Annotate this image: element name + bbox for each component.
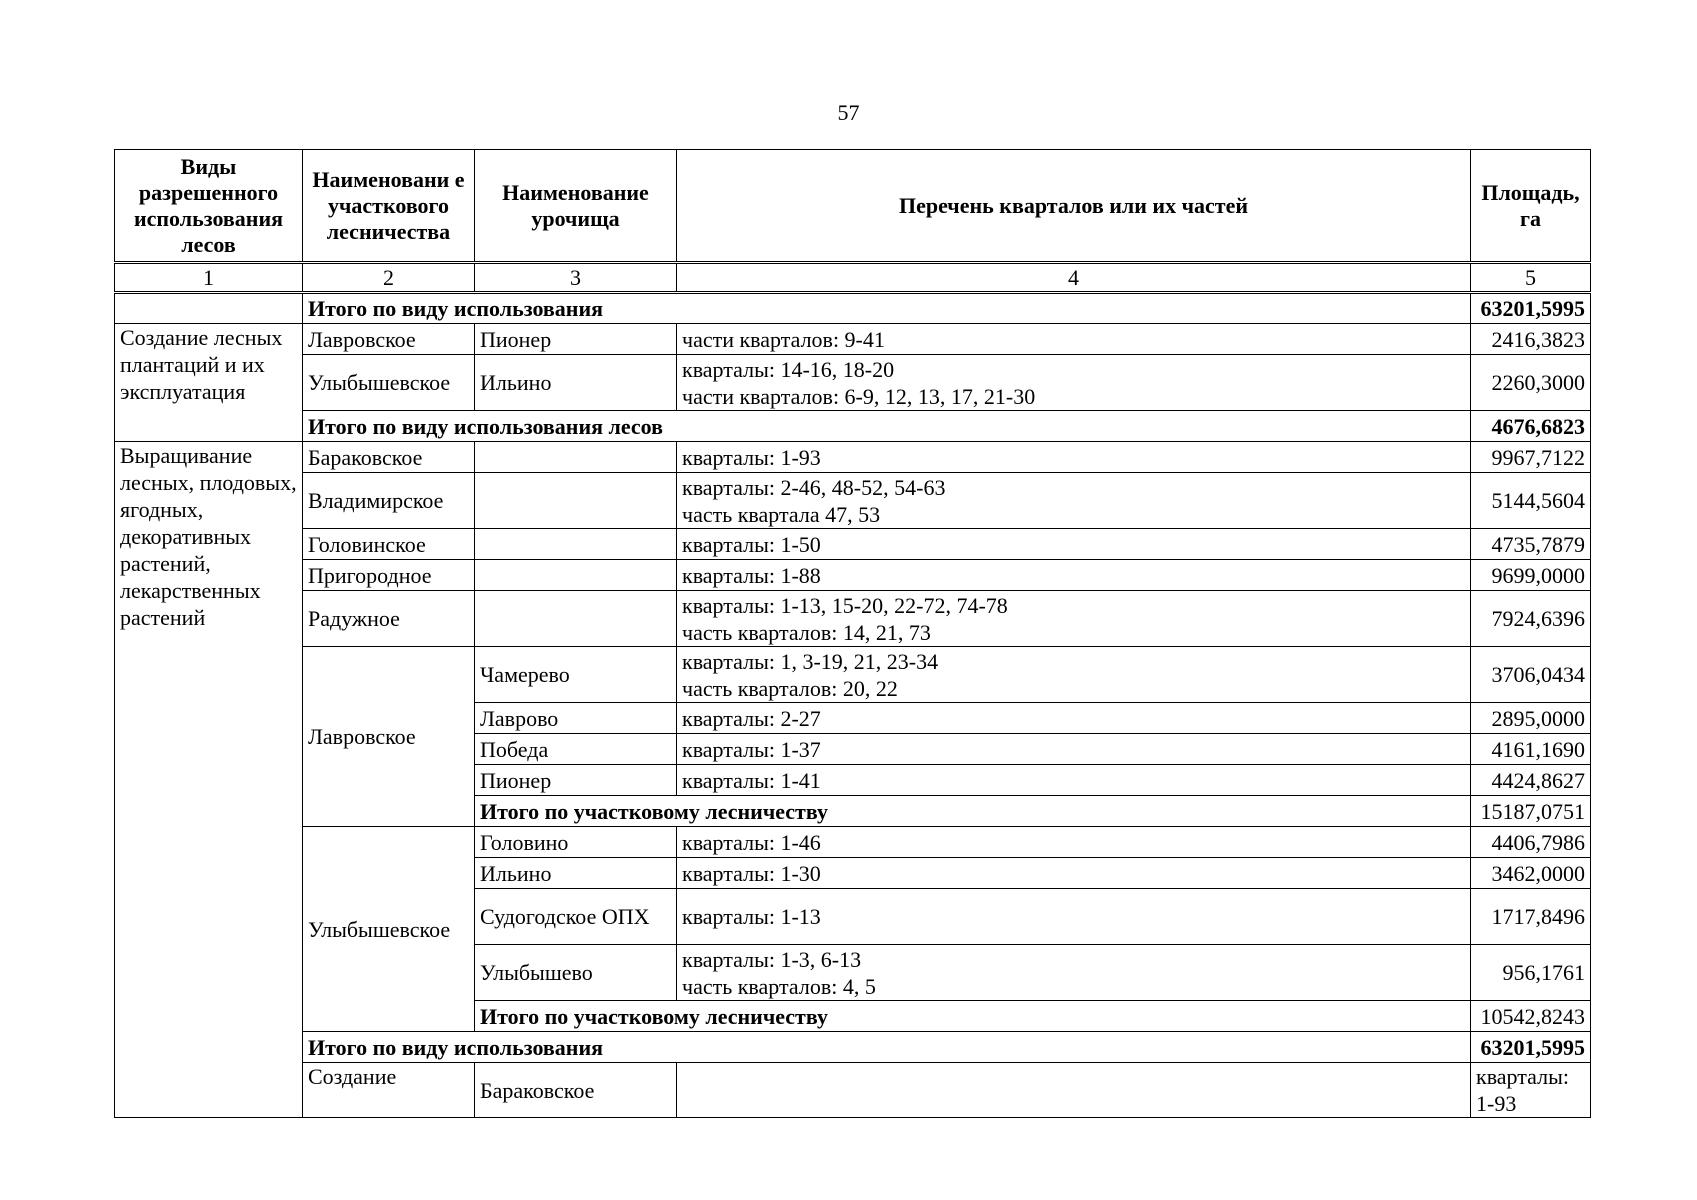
tract-cell xyxy=(475,442,677,473)
tract-cell: Лаврово xyxy=(475,703,677,734)
tract-cell xyxy=(475,473,677,529)
area-cell: 4406,7986 xyxy=(1471,827,1591,858)
table-row xyxy=(115,1063,1591,1118)
area-cell: 4735,7879 xyxy=(1471,529,1591,560)
use-type-cell: Создание xyxy=(303,1063,475,1118)
table-row xyxy=(115,473,1591,529)
header-tract: Наименование урочища xyxy=(475,150,677,263)
forestry-cell: Пригородное xyxy=(303,560,475,591)
area-cell: 1717,8496 xyxy=(1471,889,1591,945)
col-number: 3 xyxy=(475,263,677,293)
area-cell: 2416,3823 xyxy=(1471,324,1591,355)
forestry-cell: Улыбышевское xyxy=(303,355,475,411)
area-cell: 2895,0000 xyxy=(1471,703,1591,734)
col-number: 2 xyxy=(303,263,475,293)
quarters-cell xyxy=(677,647,1471,703)
quarters-cell xyxy=(677,945,1471,1001)
quarters-cell: части кварталов: 9-41 xyxy=(677,324,1471,355)
column-number-row xyxy=(115,263,1591,293)
quarters-line: кварталы: 1-3, 6-13 xyxy=(682,946,862,972)
table-row xyxy=(115,442,1591,473)
area-cell: 2260,3000 xyxy=(1471,355,1591,411)
table-header-row xyxy=(115,150,1591,263)
forestry-cell: Владимирское xyxy=(303,473,475,529)
quarters-cell xyxy=(677,355,1471,411)
area-cell: 9967,7122 xyxy=(1471,442,1591,473)
empty-cell xyxy=(115,293,303,324)
use-type-cell: Создание лесных плантаций и их эксплуатация xyxy=(115,324,303,442)
quarters-line: кварталы: 1, 3-19, 21, 23-34 xyxy=(682,648,939,674)
subtotal-label: Итого по участковому лесничеству xyxy=(475,796,1471,827)
area-cell: 4161,1690 xyxy=(1471,734,1591,765)
forestry-cell: Улыбышевское xyxy=(303,827,475,1032)
quarters-cell: кварталы: 1-50 xyxy=(677,529,1471,560)
area-cell: 3706,0434 xyxy=(1471,647,1591,703)
page-number: 57 xyxy=(837,100,860,125)
table-row xyxy=(115,827,1591,858)
col-number: 4 xyxy=(677,263,1471,293)
quarters-line: часть кварталов: 14, 21, 73 xyxy=(682,619,931,645)
table-row xyxy=(115,324,1591,355)
col-number: 1 xyxy=(115,263,303,293)
area-cell: 5144,5604 xyxy=(1471,473,1591,529)
table-row xyxy=(115,411,1591,442)
quarters-line: часть квартала 47, 53 xyxy=(682,501,881,527)
tract-cell: Улыбышево xyxy=(475,945,677,1001)
quarters-cell: кварталы: 1-41 xyxy=(677,765,1471,796)
quarters-cell: кварталы: 2-27 xyxy=(677,703,1471,734)
col-number: 5 xyxy=(1471,263,1591,293)
quarters-line: часть кварталов: 20, 22 xyxy=(682,675,898,701)
tract-cell: Победа xyxy=(475,734,677,765)
quarters-cell xyxy=(677,473,1471,529)
tract-cell xyxy=(475,529,677,560)
forest-use-table xyxy=(114,149,1591,1118)
forestry-cell: Лавровское xyxy=(303,324,475,355)
table-row xyxy=(115,647,1591,703)
quarters-cell: кварталы: 1-88 xyxy=(677,560,1471,591)
quarters-line: кварталы: 1-13, 15-20, 22-72, 74-78 xyxy=(682,592,1008,618)
tract-cell: Чамерево xyxy=(475,647,677,703)
tract-cell: Головино xyxy=(475,827,677,858)
tract-cell xyxy=(475,591,677,647)
header-forestry: Наименовани е участкового лесничества xyxy=(303,150,475,263)
total-area: 63201,5995 xyxy=(1471,1032,1591,1063)
quarters-line: часть кварталов: 4, 5 xyxy=(682,973,876,999)
quarters-cell: кварталы: 1-30 xyxy=(677,858,1471,889)
header-area: Площадь, га xyxy=(1471,150,1591,263)
area-cell: 9699,0000 xyxy=(1471,560,1591,591)
area-cell: 956,1761 xyxy=(1471,945,1591,1001)
quarters-line: кварталы: 2-46, 48-52, 54-63 xyxy=(682,474,946,500)
table-row xyxy=(115,591,1591,647)
forestry-cell: Бараковское xyxy=(303,442,475,473)
quarters-cell xyxy=(677,591,1471,647)
tract-cell xyxy=(475,560,677,591)
quarters-line: кварталы: 14-16, 18-20 xyxy=(682,356,895,382)
table-row xyxy=(115,1032,1591,1063)
quarters-cell: кварталы: 1-37 xyxy=(677,734,1471,765)
quarters-line: части кварталов: 6-9, 12, 13, 17, 21-30 xyxy=(682,383,1036,409)
subtotal-area: 10542,8243 xyxy=(1471,1001,1591,1032)
table-row xyxy=(115,560,1591,591)
area-cell: 3462,0000 xyxy=(1471,858,1591,889)
subtotal-label: Итого по участковому лесничеству xyxy=(475,1001,1471,1032)
total-label: Итого по виду использования лесов xyxy=(303,411,1471,442)
quarters-cell: кварталы: 1-13 xyxy=(677,889,1471,945)
table-row xyxy=(115,355,1591,411)
forestry-cell: Лавровское xyxy=(303,647,475,827)
total-label: Итого по виду использования xyxy=(303,293,1471,324)
tract-cell: Ильино xyxy=(475,858,677,889)
tract-cell xyxy=(677,1063,1471,1118)
total-label: Итого по виду использования xyxy=(303,1032,1471,1063)
quarters-cell: кварталы: 1-46 xyxy=(677,827,1471,858)
tract-cell: Ильино xyxy=(475,355,677,411)
tract-cell: Пионер xyxy=(475,765,677,796)
tract-cell: Пионер xyxy=(475,324,677,355)
subtotal-area: 15187,0751 xyxy=(1471,796,1591,827)
total-area: 4676,6823 xyxy=(1471,411,1591,442)
forestry-cell: Радужное xyxy=(303,591,475,647)
tract-cell: Судогодское ОПХ xyxy=(475,889,677,945)
forestry-cell: Головинское xyxy=(303,529,475,560)
quarters-cell: кварталы: 1-93 xyxy=(677,442,1471,473)
area-cell: 7924,6396 xyxy=(1471,591,1591,647)
quarters-cell: кварталы: 1-93 xyxy=(1471,1063,1591,1118)
table-row xyxy=(115,529,1591,560)
forestry-cell: Бараковское xyxy=(475,1063,677,1118)
use-type-cell: Выращивание лесных, плодовых, ягодных, декоративных растений, лекарственных растений xyxy=(115,442,303,1118)
table-row xyxy=(115,293,1591,324)
area-cell: 4424,8627 xyxy=(1471,765,1591,796)
total-area: 63201,5995 xyxy=(1471,293,1591,324)
header-quarters: Перечень кварталов или их частей xyxy=(677,150,1471,263)
header-use-type: Виды разрешенного использования лесов xyxy=(115,150,303,263)
